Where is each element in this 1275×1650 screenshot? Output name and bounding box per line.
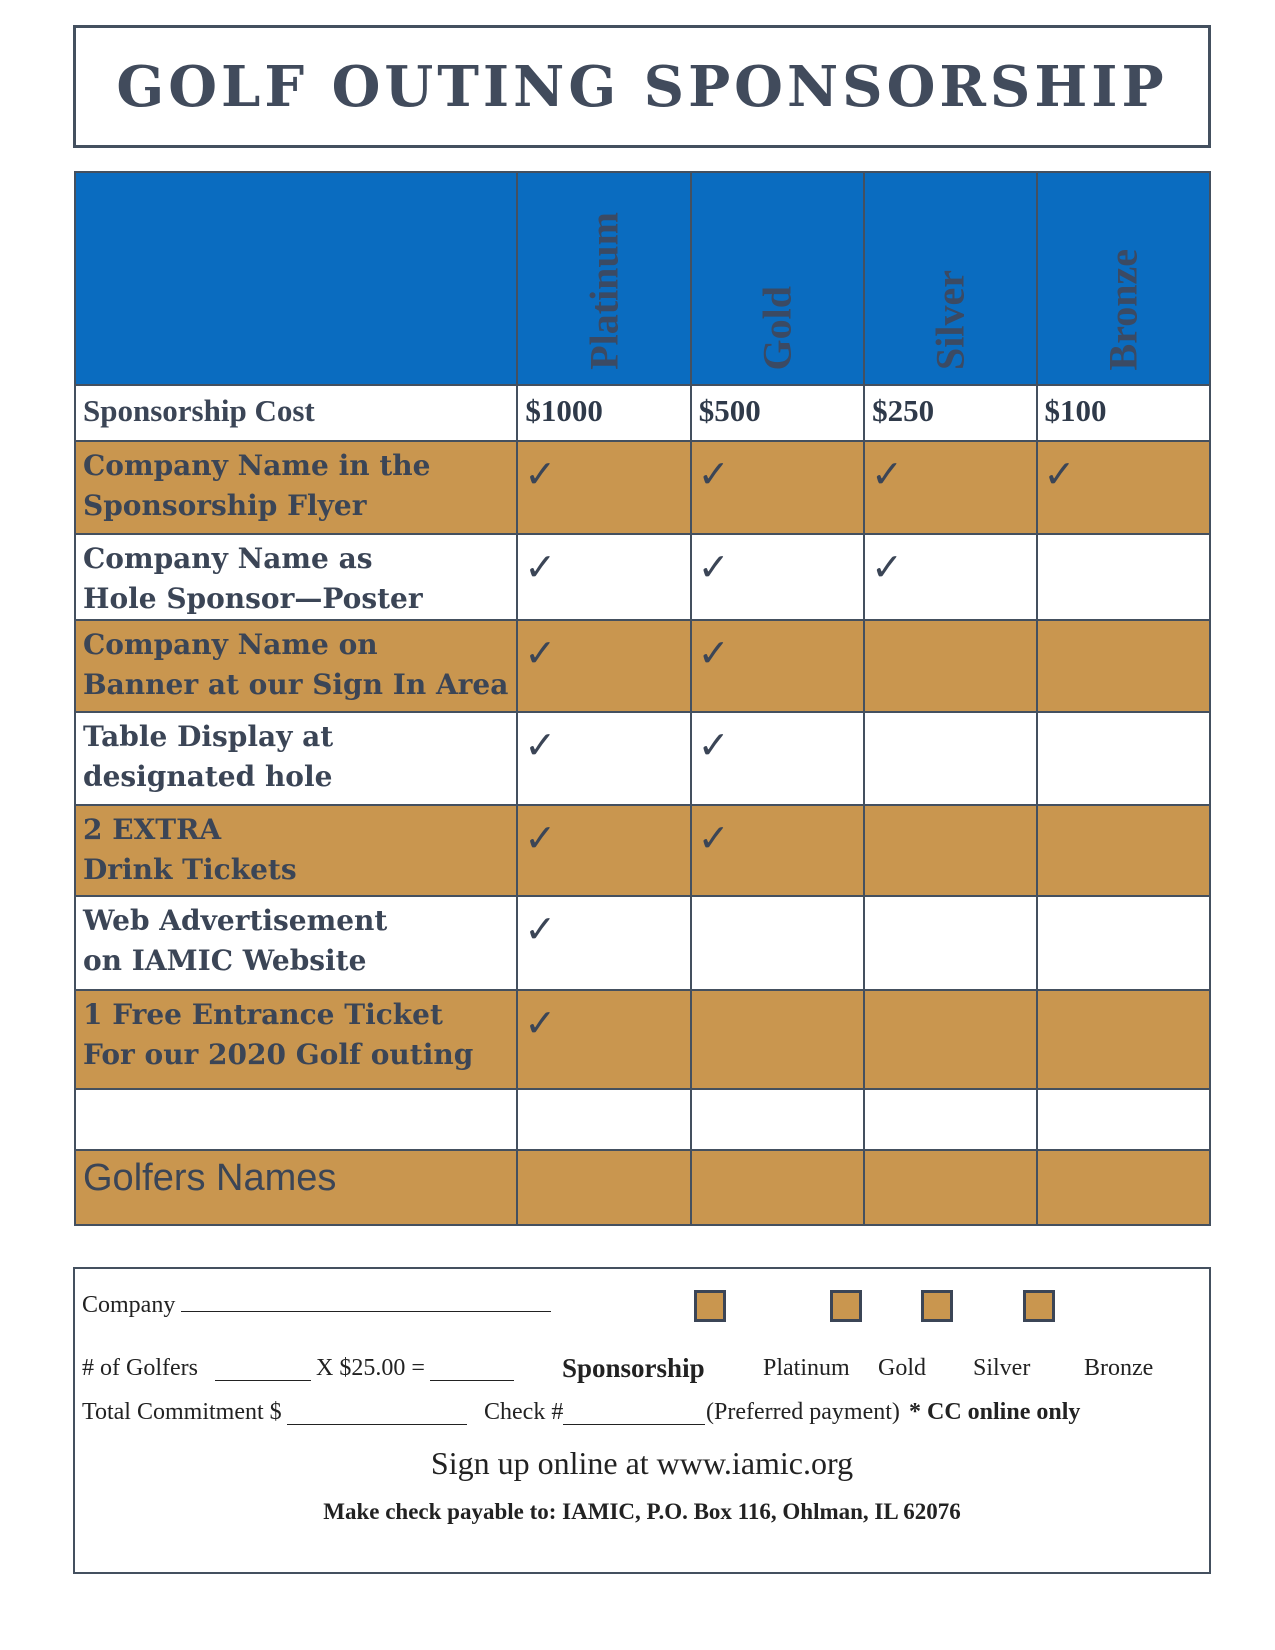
price-text: X $25.00 = (316, 1355, 425, 1381)
preferred-payment-label: (Preferred payment) (706, 1399, 900, 1425)
benefit-row (75, 534, 1210, 620)
benefit-label-line1: Company Name on (83, 628, 378, 661)
title-box (73, 25, 1211, 148)
tier-header-gold (691, 172, 864, 385)
tier-cell-silver (864, 620, 1036, 712)
tier-label: Platinum (581, 212, 627, 370)
option-platinum: Platinum (763, 1355, 850, 1381)
tier-cell-gold (691, 896, 864, 990)
tier-cell-bronze (1037, 805, 1210, 896)
tier-cell-silver (864, 534, 1036, 620)
cost-row (75, 385, 1210, 441)
benefit-label (76, 535, 516, 619)
benefit-label-line1: 2 EXTRA (83, 813, 222, 846)
benefit-label-line1: 1 Free Entrance Ticket (83, 998, 443, 1031)
tier-cell-silver (864, 805, 1036, 896)
option-gold: Gold (878, 1355, 926, 1381)
bronze-checkbox[interactable] (1023, 1290, 1055, 1322)
benefit-label-line2: For our 2020 Golf outing (83, 1038, 474, 1071)
benefit-label-line2: Banner at our Sign In Area (83, 668, 509, 701)
tier-cell-bronze (1037, 990, 1210, 1089)
tier-cell-bronze (1037, 620, 1210, 712)
tier-cell-silver (864, 441, 1036, 534)
tier-cell-bronze (1037, 712, 1210, 805)
total-commitment-input-line[interactable] (287, 1404, 467, 1425)
tier-cell-platinum (517, 441, 690, 534)
checkmark-icon: ✓ (524, 545, 557, 589)
tier-cell-bronze (1037, 896, 1210, 990)
sponsorship-label: Sponsorship (562, 1353, 705, 1383)
tier-cell-gold (691, 441, 864, 534)
benefit-row (75, 620, 1210, 712)
benefit-row (75, 712, 1210, 805)
silver-checkbox[interactable] (921, 1290, 953, 1322)
checkmark-icon: ✓ (524, 907, 557, 951)
blank-row (75, 1089, 1210, 1150)
golfers-count-label: # of Golfers (82, 1355, 198, 1381)
tier-cell-bronze (1037, 441, 1210, 534)
tier-cell-silver (864, 896, 1036, 990)
benefit-label (76, 713, 516, 797)
tier-header-silver (864, 172, 1036, 385)
checkmark-icon: ✓ (524, 1001, 557, 1045)
tier-label: Gold (754, 285, 800, 370)
benefit-label-line2: designated hole (83, 760, 333, 793)
benefit-label-line1: Company Name as (83, 542, 373, 575)
tier-cell-gold (691, 534, 864, 620)
checkmark-icon: ✓ (524, 723, 557, 767)
cost-value: $250 (872, 393, 935, 428)
benefit-label (76, 442, 516, 526)
tier-cell-gold (691, 805, 864, 896)
sponsorship-table (74, 171, 1211, 1226)
check-number-label: Check # (484, 1399, 564, 1425)
benefit-label (76, 621, 516, 705)
tier-label: Silver (927, 270, 973, 370)
tier-cell-gold (691, 620, 864, 712)
tier-cell-silver (864, 712, 1036, 805)
checkmark-icon: ✓ (1043, 452, 1076, 496)
tier-cell-platinum (517, 990, 690, 1089)
benefit-label (76, 806, 516, 890)
cost-value: $100 (1044, 393, 1107, 428)
header-blank-cell (75, 172, 517, 385)
tier-cell-platinum (517, 712, 690, 805)
benefit-label-line2: Drink Tickets (83, 853, 297, 886)
tier-label: Bronze (1100, 248, 1146, 370)
company-input-line[interactable] (181, 1291, 551, 1312)
gold-checkbox[interactable] (830, 1290, 862, 1322)
tier-cell-platinum (517, 805, 690, 896)
checkmark-icon: ✓ (697, 631, 730, 675)
checkmark-icon: ✓ (697, 452, 730, 496)
tier-cell-gold (691, 990, 864, 1089)
cc-online-note: * CC online only (909, 1399, 1081, 1425)
checkmark-icon: ✓ (697, 816, 730, 860)
benefit-label (76, 897, 516, 981)
tier-cell-silver (864, 990, 1036, 1089)
benefit-row (75, 896, 1210, 990)
page-title: GOLF OUTING SPONSORSHIP (116, 53, 1168, 120)
golfers-total-input-line[interactable] (430, 1360, 514, 1381)
benefit-row (75, 805, 1210, 896)
checkmark-icon: ✓ (697, 723, 730, 767)
company-label: Company (82, 1292, 176, 1318)
tier-header-bronze (1037, 172, 1210, 385)
benefit-label-line1: Company Name in the (83, 449, 431, 482)
cost-value: $1000 (525, 393, 603, 428)
benefit-label-line2: Sponsorship Flyer (83, 489, 367, 522)
total-commitment-label: Total Commitment $ (82, 1399, 282, 1425)
checkmark-icon: ✓ (871, 452, 904, 496)
benefit-label-line1: Table Display at (83, 720, 334, 753)
benefit-label-line1: Web Advertisement (83, 904, 388, 937)
checkmark-icon: ✓ (697, 545, 730, 589)
tier-cell-platinum (517, 896, 690, 990)
benefit-label-line2: Hole Sponsor—Poster (83, 582, 423, 615)
option-bronze: Bronze (1084, 1355, 1154, 1381)
checkmark-icon: ✓ (871, 545, 904, 589)
golfers-count-input-line[interactable] (215, 1360, 311, 1381)
tier-cell-platinum (517, 534, 690, 620)
sign-up-form (73, 1267, 1211, 1574)
checkmark-icon: ✓ (524, 452, 557, 496)
tier-cell-platinum (517, 620, 690, 712)
golfers-names-label: Golfers Names (83, 1157, 337, 1199)
option-silver: Silver (973, 1355, 1031, 1381)
golfers-names-row (75, 1150, 1210, 1225)
cost-label: Sponsorship Cost (83, 393, 315, 428)
benefit-label (76, 991, 516, 1075)
checkmark-icon: ✓ (524, 631, 557, 675)
tier-cell-gold (691, 712, 864, 805)
benefit-label-line2: on IAMIC Website (83, 944, 367, 977)
tier-header-row (75, 172, 1210, 385)
check-number-input-line[interactable] (563, 1404, 705, 1425)
signup-text: Sign up online at www.iamic.org (430, 1445, 854, 1481)
benefit-row (75, 990, 1210, 1089)
benefit-rows (75, 441, 1210, 1089)
company-field[interactable] (82, 1291, 551, 1319)
payable-text: Make check payable to: IAMIC, P.O. Box 116, Ohlman, IL 62076 (323, 1499, 961, 1524)
checkmark-icon: ✓ (524, 816, 557, 860)
platinum-checkbox[interactable] (694, 1290, 726, 1322)
cost-value: $500 (698, 393, 761, 428)
tier-cell-bronze (1037, 534, 1210, 620)
tier-header-platinum (517, 172, 690, 385)
benefit-row (75, 441, 1210, 534)
